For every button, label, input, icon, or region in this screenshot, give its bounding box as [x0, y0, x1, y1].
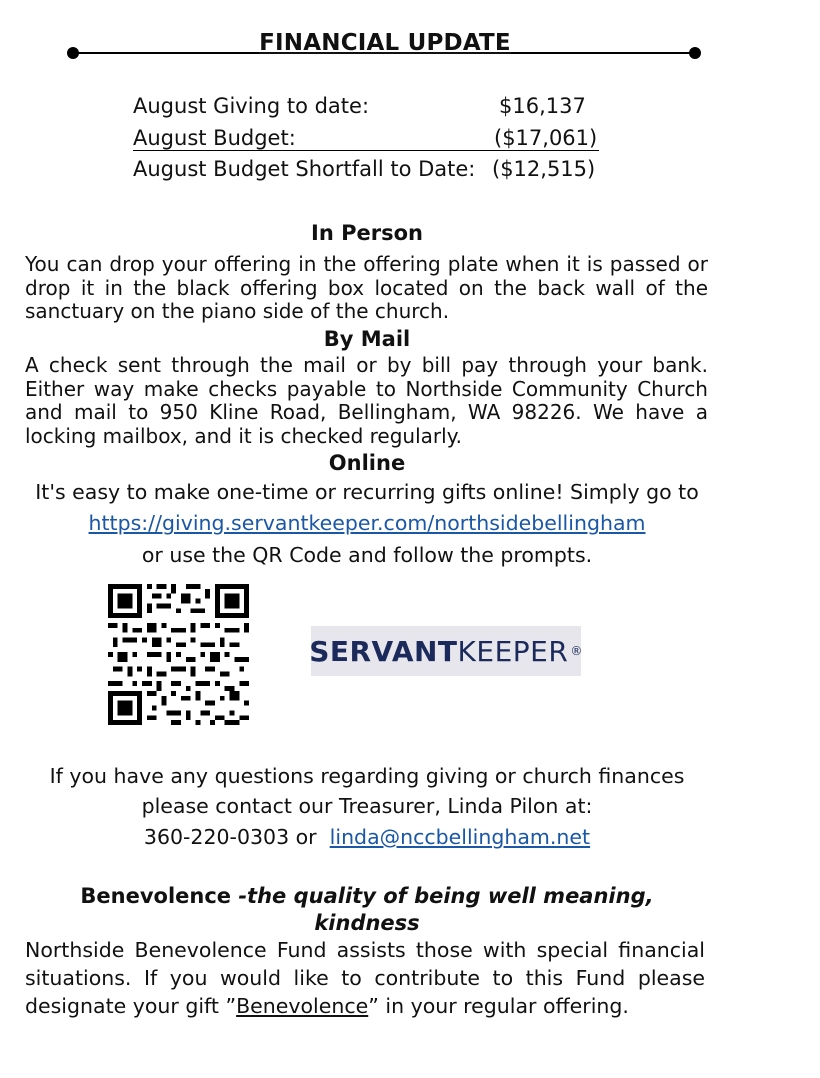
benevolence-text-start: Northside Benevolence Fund assists those with special financial situations. If you would like to contribute to this Fund please designate your gift ” [25, 938, 705, 1018]
contact-line-2: please contact our Treasurer, Linda Pilon at: [141, 794, 593, 818]
treasurer-phone: 360-220-0303 or [143, 825, 317, 849]
page-title: FINANCIAL UPDATE [259, 30, 511, 56]
online-url-line [0, 511, 734, 535]
logo-bold-text: SERVANT [309, 634, 458, 668]
benevolence-definition: -the quality of being well meaning, [231, 884, 654, 908]
servantkeeper-logo [311, 626, 581, 676]
giving-url-link[interactable]: https://giving.servantkeeper.com/northsidebellingham [88, 511, 646, 535]
qr-code[interactable] [107, 584, 250, 725]
logo-registered-mark: ® [570, 644, 583, 658]
by-mail-heading: By Mail [323, 327, 411, 351]
benevolence-title: Benevolence [80, 884, 232, 908]
contact-line-3 [0, 825, 734, 849]
finance-value: ($17,061) [494, 126, 598, 150]
finance-label: August Giving to date: [133, 94, 370, 118]
finance-value: $16,137 [499, 94, 586, 118]
contact-line-1: If you have any questions regarding giving or church finances [49, 764, 685, 788]
finance-value: ($12,515) [492, 157, 596, 181]
benevolence-text-end: ” in your regular offering. [368, 994, 629, 1018]
benevolence-text [25, 936, 705, 1020]
finance-label: August Budget Shortfall to Date: [133, 157, 476, 181]
treasurer-email-link[interactable]: linda@nccbellingham.net [329, 825, 591, 849]
benevolence-heading [0, 883, 734, 937]
in-person-text: You can drop your offering in the offering plate when it is passed or drop it in the black offering box located on the back wall of the sanctuary on the piano side of the church. [25, 252, 708, 323]
benevolence-gift-word: Benevolence [236, 994, 369, 1018]
by-mail-text: A check sent through the mail or by bill pay through your bank. Either way make checks payable to Northside Community Church and mail to 950 Kline Road, Bellingham, WA 98226. We have a locking mailbox, and it is checked regularly. [25, 353, 708, 448]
online-intro: It's easy to make one-time or recurring gifts online! Simply go to [35, 480, 699, 504]
finance-label: August Budget: [133, 126, 296, 150]
online-heading: Online [328, 451, 406, 475]
benevolence-definition-2: kindness [314, 911, 420, 935]
budget-underline [133, 150, 599, 151]
online-qr-text: or use the QR Code and follow the prompts. [141, 543, 593, 567]
logo-light-text: KEEPER [457, 634, 569, 668]
in-person-heading: In Person [311, 221, 423, 245]
